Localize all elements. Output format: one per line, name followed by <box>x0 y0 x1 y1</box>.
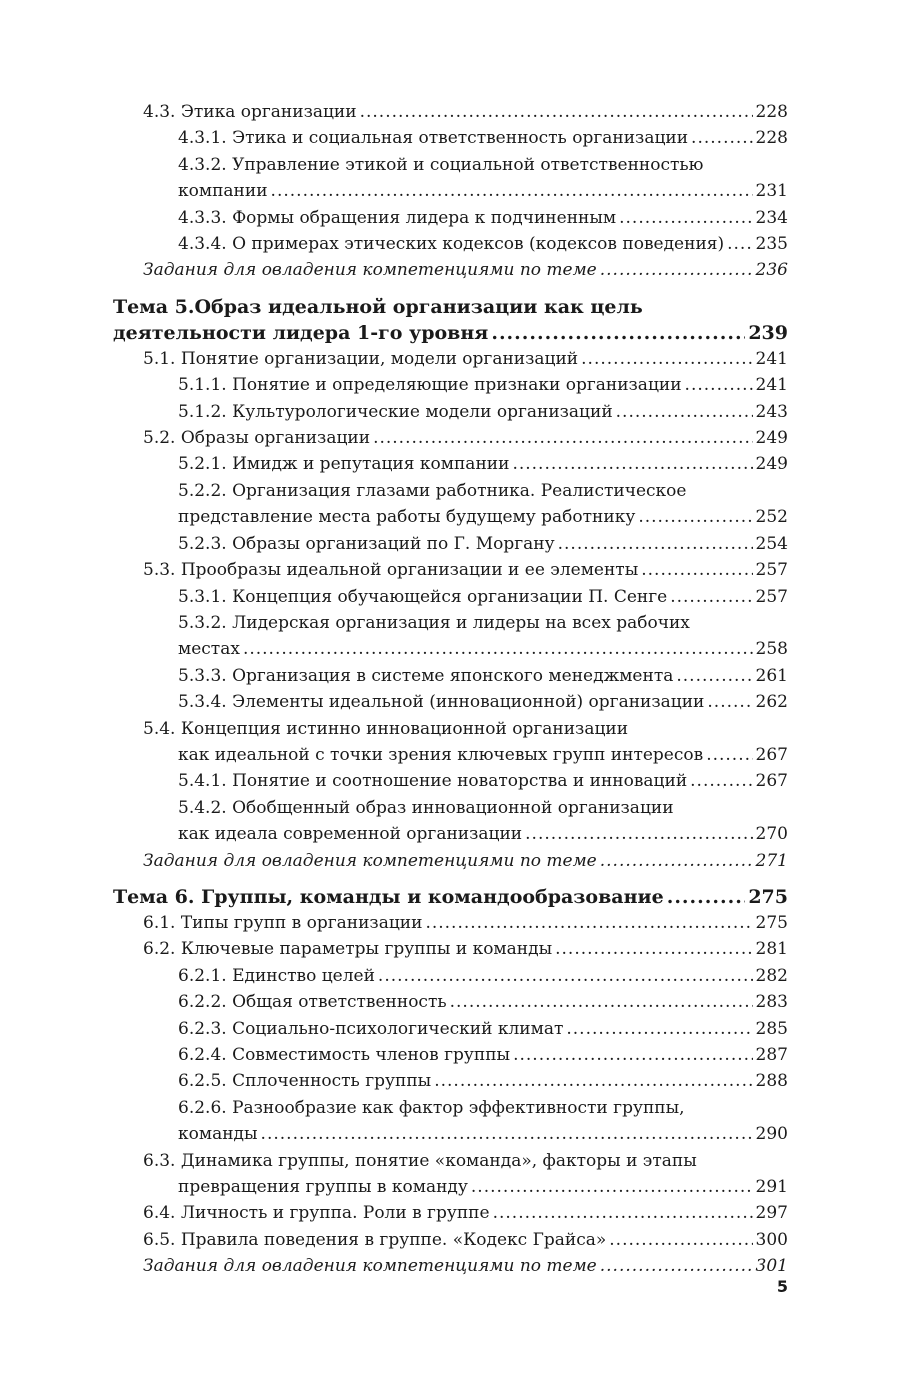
toc-entry-title: компании <box>178 181 268 202</box>
dot-leader <box>471 1174 753 1200</box>
toc-entry-page: 241 <box>755 348 788 369</box>
toc-entry-title: представление места работы будущему работнику <box>178 507 636 528</box>
toc-entry[interactable] <box>113 768 788 794</box>
toc-entry[interactable] <box>113 716 788 769</box>
toc-entry[interactable] <box>113 584 788 610</box>
toc-entry-page: 257 <box>755 560 788 581</box>
dot-leader <box>360 99 753 125</box>
toc-entry[interactable] <box>113 848 788 874</box>
toc-entry[interactable] <box>113 610 788 663</box>
dot-leader <box>667 884 746 910</box>
dot-leader <box>261 1121 753 1147</box>
toc-entry-page: 275 <box>755 912 788 933</box>
toc-entry-page: 300 <box>755 1229 788 1250</box>
toc-entry-title: 4.3.4. О примерах этических кодексов (кодексов поведения) <box>178 234 725 255</box>
toc-entry-leader-line <box>143 425 788 451</box>
dot-leader <box>243 636 753 662</box>
toc-entry-title: как идеала современной организации <box>178 824 523 845</box>
toc-entry-title: 6.2.2. Общая ответственность <box>178 992 447 1013</box>
toc-entry-page: 283 <box>755 992 788 1013</box>
toc-theme-heading[interactable] <box>113 294 788 346</box>
toc-entry-leader-line <box>143 1200 788 1226</box>
dot-leader <box>691 125 753 151</box>
toc-entry-leader-line <box>178 372 788 398</box>
toc-entry-page: 291 <box>755 1177 788 1198</box>
dot-leader <box>685 372 753 398</box>
toc-entry-leader-line <box>143 257 788 283</box>
toc-entry[interactable] <box>113 531 788 557</box>
dot-leader <box>600 257 753 283</box>
toc-entry[interactable] <box>113 125 788 151</box>
toc-entry[interactable] <box>113 1016 788 1042</box>
toc-entry-leader-line <box>178 663 788 689</box>
toc-entry-title: 5.3. Прообразы идеальной организации и ее элементы <box>143 560 639 581</box>
toc-entry-title: 5.3.1. Концепция обучающейся организации П. Сенге <box>178 586 668 607</box>
toc-entry-page: 285 <box>755 1018 788 1039</box>
toc-entry-title-line: 6.2.6. Разнообразие как фактор эффективности группы, <box>178 1097 685 1118</box>
toc-entry-leader-line <box>178 178 788 204</box>
toc-entry-leader-line <box>178 205 788 231</box>
toc-entry-leader-line <box>178 531 788 557</box>
dot-leader <box>707 689 752 715</box>
dot-leader <box>513 1042 752 1068</box>
dot-leader <box>581 346 752 372</box>
dot-leader <box>566 1016 752 1042</box>
toc-entry-title: 6.2. Ключевые параметры группы и команды <box>143 939 553 960</box>
toc-entry[interactable] <box>113 557 788 583</box>
dot-leader <box>271 178 753 204</box>
dot-leader <box>493 1200 753 1226</box>
dot-leader <box>558 531 753 557</box>
toc-entry[interactable] <box>113 346 788 372</box>
dot-leader <box>434 1068 752 1094</box>
dot-leader <box>378 963 753 989</box>
toc-entry[interactable] <box>113 205 788 231</box>
toc-entry-title: 6.1. Типы групп в организации <box>143 912 423 933</box>
toc-entry-title: команды <box>178 1124 258 1145</box>
toc-entry-title: местах <box>178 639 240 660</box>
toc-entry-leader-line <box>178 963 788 989</box>
toc-entry[interactable] <box>113 231 788 257</box>
toc-entry-page: 301 <box>755 1256 788 1277</box>
dot-leader <box>609 1227 752 1253</box>
dot-leader <box>525 821 752 847</box>
toc-entry-title: Задания для овладения компетенциями по теме <box>143 1256 597 1277</box>
dot-leader <box>600 1253 753 1279</box>
dot-leader <box>706 742 752 768</box>
toc-entry[interactable] <box>113 451 788 477</box>
toc-entry-leader-line <box>143 557 788 583</box>
toc-entry-page: 241 <box>755 375 788 396</box>
toc-entry-page: 234 <box>755 207 788 228</box>
toc-entry-title: 5.3.3. Организация в системе японского менеджмента <box>178 665 674 686</box>
toc-entry-leader-line <box>143 936 788 962</box>
toc-entry-page: 228 <box>755 102 788 122</box>
dot-leader <box>641 557 752 583</box>
toc-entry-leader-line <box>178 125 788 151</box>
toc-entry-title: 6.2.4. Совместимость членов группы <box>178 1045 511 1065</box>
dot-leader <box>670 584 752 610</box>
toc-entry-leader-line <box>178 584 788 610</box>
toc-entry-title-line: Тема 5.Образ идеальной организации как цель <box>113 295 643 318</box>
toc-entry-title: 6.2.5. Сплоченность группы <box>178 1071 432 1092</box>
toc-entry[interactable] <box>113 1042 788 1068</box>
toc-entry-leader-line <box>143 1253 788 1279</box>
toc-entry-page: 267 <box>755 771 788 792</box>
toc-entry-page: 281 <box>755 939 788 960</box>
toc-entry[interactable] <box>113 1095 788 1148</box>
toc-entry-page: 262 <box>755 692 788 713</box>
toc-entry-page: 231 <box>755 181 788 202</box>
page-number: 5 <box>776 1277 788 1296</box>
toc-entry-leader-line <box>178 399 788 425</box>
toc-entry-title: 6.4. Личность и группа. Роли в группе <box>143 1203 490 1224</box>
toc-entry-page: 249 <box>755 428 788 449</box>
toc-entry-title-line: 5.3.2. Лидерская организация и лидеры на всех рабочих <box>178 612 690 633</box>
toc-entry[interactable] <box>113 936 788 962</box>
dot-leader <box>373 425 752 451</box>
toc-entry-page: 252 <box>755 507 788 528</box>
toc-entry-page: 290 <box>755 1124 788 1145</box>
toc-entry[interactable] <box>113 257 788 283</box>
toc-entry-title-line: 5.4. Концепция истинно инновационной организации <box>143 718 629 739</box>
toc-entry-leader-line <box>178 504 788 530</box>
toc-entry-page: 228 <box>755 128 788 149</box>
toc-entry-title: 5.2.3. Образы организаций по Г. Моргану <box>178 533 555 554</box>
toc-entry-title: 4.3.3. Формы обращения лидера к подчиненным <box>178 207 617 228</box>
dot-leader <box>450 989 753 1015</box>
toc-entry[interactable] <box>113 1148 788 1201</box>
toc-entry-page: 297 <box>755 1203 788 1224</box>
toc-entry-page: 254 <box>755 533 788 554</box>
toc-entry-page: 271 <box>755 850 788 871</box>
toc-entry-title: Задания для овладения компетенциями по теме <box>143 260 597 281</box>
toc-entry-title: 6.5. Правила поведения в группе. «Кодекс Грайса» <box>143 1229 607 1250</box>
toc-entry[interactable] <box>113 152 788 205</box>
toc-entry-leader-line <box>143 1174 788 1200</box>
toc-entry-leader-line <box>143 346 788 372</box>
toc-entry-leader-line <box>178 1016 788 1042</box>
toc-entry-title: Задания для овладения компетенциями по теме <box>143 850 597 871</box>
toc-entry[interactable] <box>113 989 788 1015</box>
toc-entry-leader-line <box>178 989 788 1015</box>
toc-entry-title: 6.2.1. Единство целей <box>178 965 375 986</box>
toc-entry[interactable] <box>113 963 788 989</box>
toc-entry-leader-line <box>178 1042 788 1068</box>
toc-entry-leader-line <box>143 848 788 874</box>
toc-entry[interactable] <box>113 663 788 689</box>
toc-entry-page: 270 <box>755 824 788 845</box>
table-of-contents <box>113 99 788 1280</box>
toc-entry-title: 6.2.3. Социально-психологический климат <box>178 1018 564 1039</box>
toc-entry[interactable] <box>113 1200 788 1226</box>
toc-entry-title: 5.2.1. Имидж и репутация компании <box>178 454 510 475</box>
toc-theme-heading[interactable] <box>113 884 788 910</box>
dot-leader <box>690 768 752 794</box>
toc-entry-title: Тема 6. Группы, команды и командообразование <box>113 885 664 908</box>
dot-leader <box>676 663 752 689</box>
toc-entry-leader-line <box>178 231 788 257</box>
dot-leader <box>616 399 753 425</box>
toc-entry-page: 249 <box>755 454 788 475</box>
toc-entry-leader-line <box>178 689 788 715</box>
toc-entry-title-line: 5.4.2. Обобщенный образ инновационной организации <box>178 797 674 818</box>
toc-entry-title: 5.3.4. Элементы идеальной (инновационной) организации <box>178 692 705 713</box>
toc-entry-title: 5.1.2. Культурологические модели организаций <box>178 401 613 422</box>
toc-entry-page: 235 <box>755 234 788 255</box>
toc-entry-title-line: 5.2.2. Организация глазами работника. Реалистическое <box>178 480 687 501</box>
toc-entry-page: 236 <box>755 260 788 281</box>
toc-entry-leader-line <box>113 884 788 910</box>
toc-entry-title: 5.2. Образы организации <box>143 428 371 449</box>
toc-entry-title-line: 6.3. Динамика группы, понятие «команда», факторы и этапы <box>143 1150 697 1171</box>
toc-entry-page: 257 <box>755 586 788 607</box>
toc-entry-title: 5.4.1. Понятие и соотношение новаторства и инноваций <box>178 771 688 792</box>
dot-leader <box>727 231 752 257</box>
dot-leader <box>638 504 752 530</box>
toc-entry-leader-line <box>143 742 788 768</box>
toc-entry-title: деятельности лидера 1-го уровня <box>113 321 489 344</box>
toc-entry[interactable] <box>113 478 788 531</box>
dot-leader <box>512 451 752 477</box>
dot-leader <box>555 936 752 962</box>
toc-entry-leader-line <box>178 1068 788 1094</box>
toc-entry[interactable] <box>113 399 788 425</box>
toc-entry[interactable] <box>113 425 788 451</box>
toc-entry-page: 282 <box>755 965 788 986</box>
toc-entry-title: как идеальной с точки зрения ключевых групп интересов <box>178 744 704 765</box>
toc-entry-leader-line <box>178 821 788 847</box>
toc-entry[interactable] <box>113 795 788 848</box>
toc-entry[interactable] <box>113 1068 788 1094</box>
toc-entry[interactable] <box>113 1227 788 1253</box>
toc-entry[interactable] <box>113 910 788 936</box>
toc-entry-leader-line <box>178 768 788 794</box>
toc-entry[interactable] <box>113 1253 788 1279</box>
toc-entry-leader-line <box>113 320 788 346</box>
dot-leader <box>491 320 745 346</box>
dot-leader <box>600 848 753 874</box>
toc-entry[interactable] <box>113 99 788 125</box>
toc-entry-title: 5.1. Понятие организации, модели организаций <box>143 348 579 369</box>
toc-entry-title: 4.3.1. Этика и социальная ответственность организации <box>178 128 689 149</box>
dot-leader <box>425 910 752 936</box>
toc-entry-page: 267 <box>755 744 788 765</box>
toc-entry-leader-line <box>143 99 788 125</box>
toc-entry-page: 288 <box>755 1071 788 1092</box>
dot-leader <box>619 205 752 231</box>
toc-entry-page: 243 <box>755 401 788 422</box>
toc-entry-title-line: 4.3.2. Управление этикой и социальной ответственностью <box>178 154 704 175</box>
toc-entry-page: 258 <box>755 639 788 660</box>
toc-entry-leader-line <box>178 1121 788 1147</box>
toc-entry-title: 4.3. Этика организации <box>143 102 357 122</box>
toc-entry[interactable] <box>113 689 788 715</box>
toc-entry-page: 275 <box>748 885 788 908</box>
toc-entry-leader-line <box>178 451 788 477</box>
toc-entry[interactable] <box>113 372 788 398</box>
toc-entry-page: 261 <box>755 665 788 686</box>
toc-entry-title: 5.1.1. Понятие и определяющие признаки организации <box>178 375 682 396</box>
toc-entry-page: 239 <box>748 321 788 344</box>
toc-entry-title: превращения группы в команду <box>178 1177 468 1198</box>
toc-entry-leader-line <box>178 636 788 662</box>
toc-entry-leader-line <box>143 910 788 936</box>
toc-entry-page: 287 <box>755 1045 788 1065</box>
toc-entry-leader-line <box>143 1227 788 1253</box>
